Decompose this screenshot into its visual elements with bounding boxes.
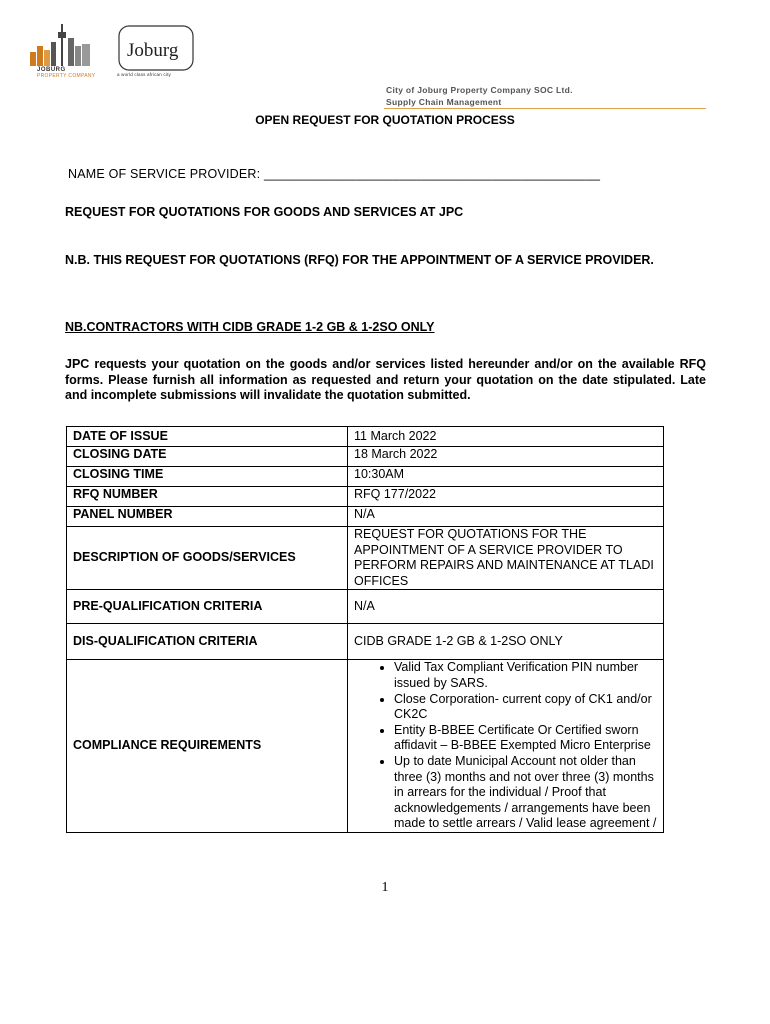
joburg-tagline: a world class african city	[117, 72, 171, 77]
company-department: Supply Chain Management	[386, 97, 502, 107]
nb-note: N.B. THIS REQUEST FOR QUOTATIONS (RFQ) FOR THE APPOINTMENT OF A SERVICE PROVIDER.	[65, 253, 654, 267]
table-row	[67, 487, 664, 507]
service-provider-field: NAME OF SERVICE PROVIDER: _______________________________________________	[68, 167, 601, 181]
intro-paragraph: JPC requests your quotation on the goods and/or services listed hereunder and/or on the available RFQ forms. Please furnish all information as requested and return your quotation on the date stipulated. Late and incomplete submissions will invalidate the quotation submitted.	[65, 357, 706, 402]
table-row	[67, 467, 664, 487]
label-pre-qualification: PRE-QUALIFICATION CRITERIA	[67, 590, 348, 624]
value-rfq-number: RFQ 177/2022	[348, 487, 664, 507]
value-dis-qualification: CIDB GRADE 1-2 GB & 1-2SO ONLY	[348, 624, 664, 660]
list-item: • Up to date Municipal Account not older than three (3) months and not over three (3) months in arrears for the individual / Proof that acknowledgements / arrangements have been made to settle arrears / Valid lease agreement /	[394, 754, 657, 832]
value-compliance	[348, 660, 664, 833]
compliance-list	[354, 660, 657, 832]
table-row	[67, 527, 664, 590]
table-row	[67, 427, 664, 447]
label-compliance: COMPLIANCE REQUIREMENTS	[67, 660, 348, 833]
rfq-details-table	[66, 426, 664, 833]
joburg-logo	[117, 24, 195, 72]
value-pre-qualification: N/A	[348, 590, 664, 624]
company-info	[386, 84, 573, 108]
list-item: • Close Corporation- current copy of CK1 and/or CK2C	[394, 692, 657, 723]
document-title: OPEN REQUEST FOR QUOTATION PROCESS	[255, 113, 515, 127]
joburg-logo-text: Joburg	[127, 40, 179, 61]
label-closing-time: CLOSING TIME	[67, 467, 348, 487]
page-number: 1	[381, 880, 389, 895]
table-row	[67, 447, 664, 467]
label-rfq-number: RFQ NUMBER	[67, 487, 348, 507]
table-row	[67, 507, 664, 527]
label-closing-date: CLOSING DATE	[67, 447, 348, 467]
table-row	[67, 624, 664, 660]
label-description: DESCRIPTION OF GOODS/SERVICES	[67, 527, 348, 590]
contractors-note: NB.CONTRACTORS WITH CIDB GRADE 1-2 GB & 1-2SO ONLY	[65, 320, 435, 334]
jpc-logo-text: JOBURG	[37, 67, 66, 73]
list-item: • Entity B-BBEE Certificate Or Certified sworn affidavit – B-BBEE Exempted Micro Enterprise	[394, 723, 657, 754]
jpc-logo-subtext: PROPERTY COMPANY	[37, 73, 96, 79]
table-row	[67, 590, 664, 624]
company-name: City of Joburg Property Company SOC Ltd.	[386, 85, 573, 95]
value-date-of-issue: 11 March 2022	[348, 427, 664, 447]
label-dis-qualification: DIS-QUALIFICATION CRITERIA	[67, 624, 348, 660]
list-item: • Valid Tax Compliant Verification PIN number issued by SARS.	[394, 660, 657, 691]
rfq-heading: REQUEST FOR QUOTATIONS FOR GOODS AND SERVICES AT JPC	[65, 205, 464, 219]
label-panel-number: PANEL NUMBER	[67, 507, 348, 527]
value-description: REQUEST FOR QUOTATIONS FOR THE APPOINTMENT OF A SERVICE PROVIDER TO PERFORM REPAIRS AND MAINTENANCE AT TLADI OFFICES	[348, 527, 664, 590]
value-closing-time: 10:30AM	[348, 467, 664, 487]
header-divider	[384, 108, 706, 109]
value-panel-number: N/A	[348, 507, 664, 527]
table-row	[67, 660, 664, 833]
label-date-of-issue: DATE OF ISSUE	[67, 427, 348, 447]
value-closing-date: 18 March 2022	[348, 447, 664, 467]
